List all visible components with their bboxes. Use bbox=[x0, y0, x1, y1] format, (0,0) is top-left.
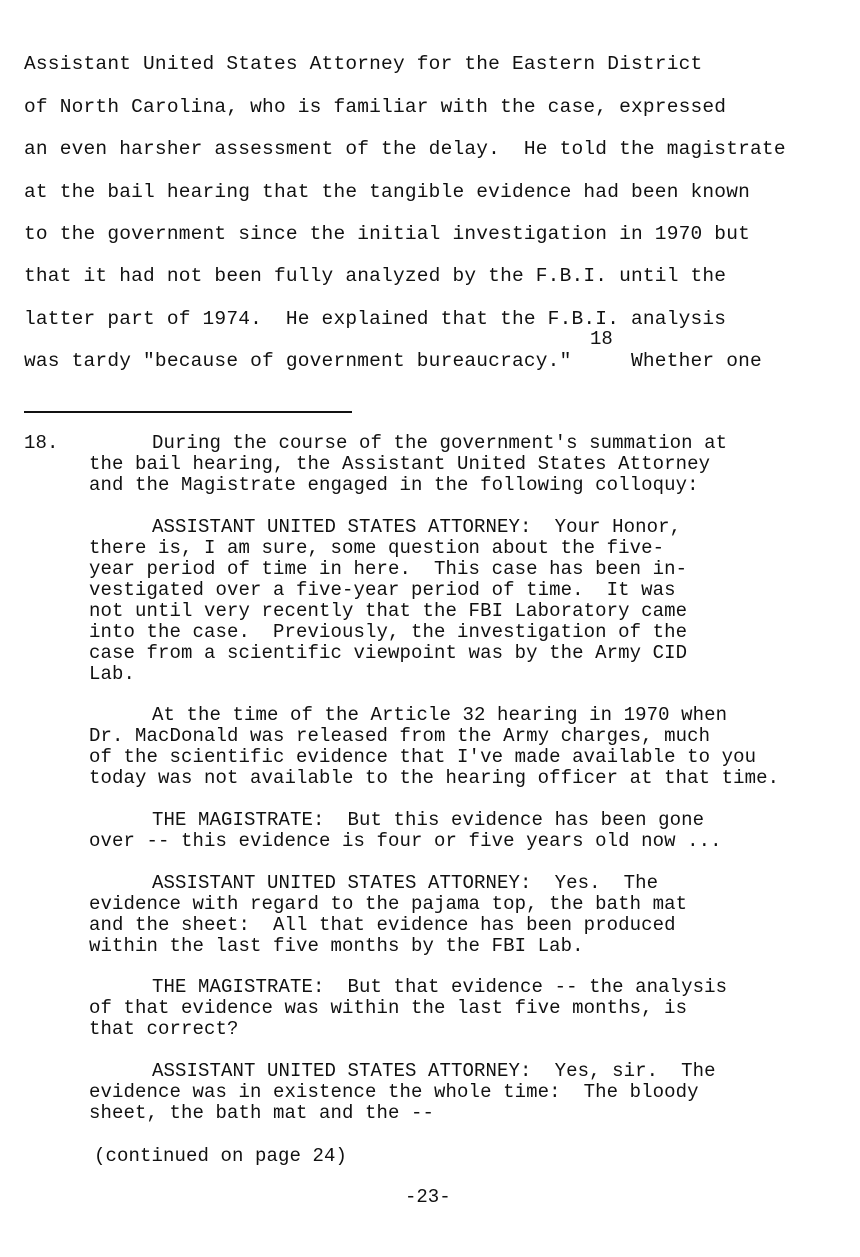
footnote-line: of the scientific evidence that I've made available to you bbox=[89, 746, 757, 768]
body-line: at the bail hearing that the tangible evidence had been known bbox=[24, 181, 751, 203]
footnote-line: evidence with regard to the pajama top, the bath mat bbox=[89, 893, 688, 915]
body-line: Assistant United States Attorney for the Eastern District bbox=[24, 53, 703, 75]
footnote-line: Lab. bbox=[89, 663, 136, 685]
body-line: an even harsher assessment of the delay. He told the magistrate bbox=[24, 138, 786, 160]
footnote-reference: 18 bbox=[590, 328, 613, 350]
footnote-line: within the last five months by the FBI Lab. bbox=[89, 935, 584, 957]
body-line: to the government since the initial investigation in 1970 but bbox=[24, 223, 751, 245]
body-line: of North Carolina, who is familiar with the case, expressed bbox=[24, 96, 727, 118]
footnote-number: 18. bbox=[24, 432, 59, 454]
footnote-line: vestigated over a five-year period of time. It was bbox=[89, 579, 676, 601]
footnote-line: and the sheet: All that evidence has been produced bbox=[89, 914, 676, 936]
footnote-line: THE MAGISTRATE: But that evidence -- the analysis bbox=[152, 976, 728, 998]
footnote-line: of that evidence was within the last five months, is bbox=[89, 997, 688, 1019]
footnote-line: the bail hearing, the Assistant United States Attorney bbox=[89, 453, 711, 475]
footnote-line: THE MAGISTRATE: But this evidence has been gone bbox=[152, 809, 705, 831]
footnote-line: sheet, the bath mat and the -- bbox=[89, 1102, 435, 1124]
footnote-line: case from a scientific viewpoint was by the Army CID bbox=[89, 642, 688, 664]
footnote-line: During the course of the government's summation at bbox=[152, 432, 728, 454]
footnote-line: there is, I am sure, some question about the five- bbox=[89, 537, 665, 559]
footnote-line: ASSISTANT UNITED STATES ATTORNEY: Your Honor, bbox=[152, 516, 682, 538]
footnote-line: and the Magistrate engaged in the following colloquy: bbox=[89, 474, 699, 496]
continued-note: (continued on page 24) bbox=[94, 1145, 348, 1167]
footnote-line: ASSISTANT UNITED STATES ATTORNEY: Yes. The bbox=[152, 872, 659, 894]
footnote-line: over -- this evidence is four or five years old now ... bbox=[89, 830, 722, 852]
footnote-line: year period of time in here. This case has been in- bbox=[89, 558, 688, 580]
footnote-line: Dr. MacDonald was released from the Army charges, much bbox=[89, 725, 711, 747]
footnote-line: today was not available to the hearing officer at that time. bbox=[89, 767, 780, 789]
footnote-line: evidence was in existence the whole time: The bloody bbox=[89, 1081, 699, 1103]
footnote-line: that correct? bbox=[89, 1018, 239, 1040]
footnote-divider bbox=[24, 411, 352, 413]
body-line: latter part of 1974. He explained that the F.B.I. analysis bbox=[24, 308, 727, 330]
footnote-line: not until very recently that the FBI Laboratory came bbox=[89, 600, 688, 622]
page-number: -23- bbox=[405, 1186, 451, 1208]
body-line: that it had not been fully analyzed by the F.B.I. until the bbox=[24, 265, 727, 287]
footnote-line: ASSISTANT UNITED STATES ATTORNEY: Yes, sir. The bbox=[152, 1060, 716, 1082]
footnote-line: into the case. Previously, the investigation of the bbox=[89, 621, 688, 643]
footnote-line: At the time of the Article 32 hearing in 1970 when bbox=[152, 704, 728, 726]
body-line: was tardy "because of government bureaucracy." Whether one bbox=[24, 350, 762, 372]
